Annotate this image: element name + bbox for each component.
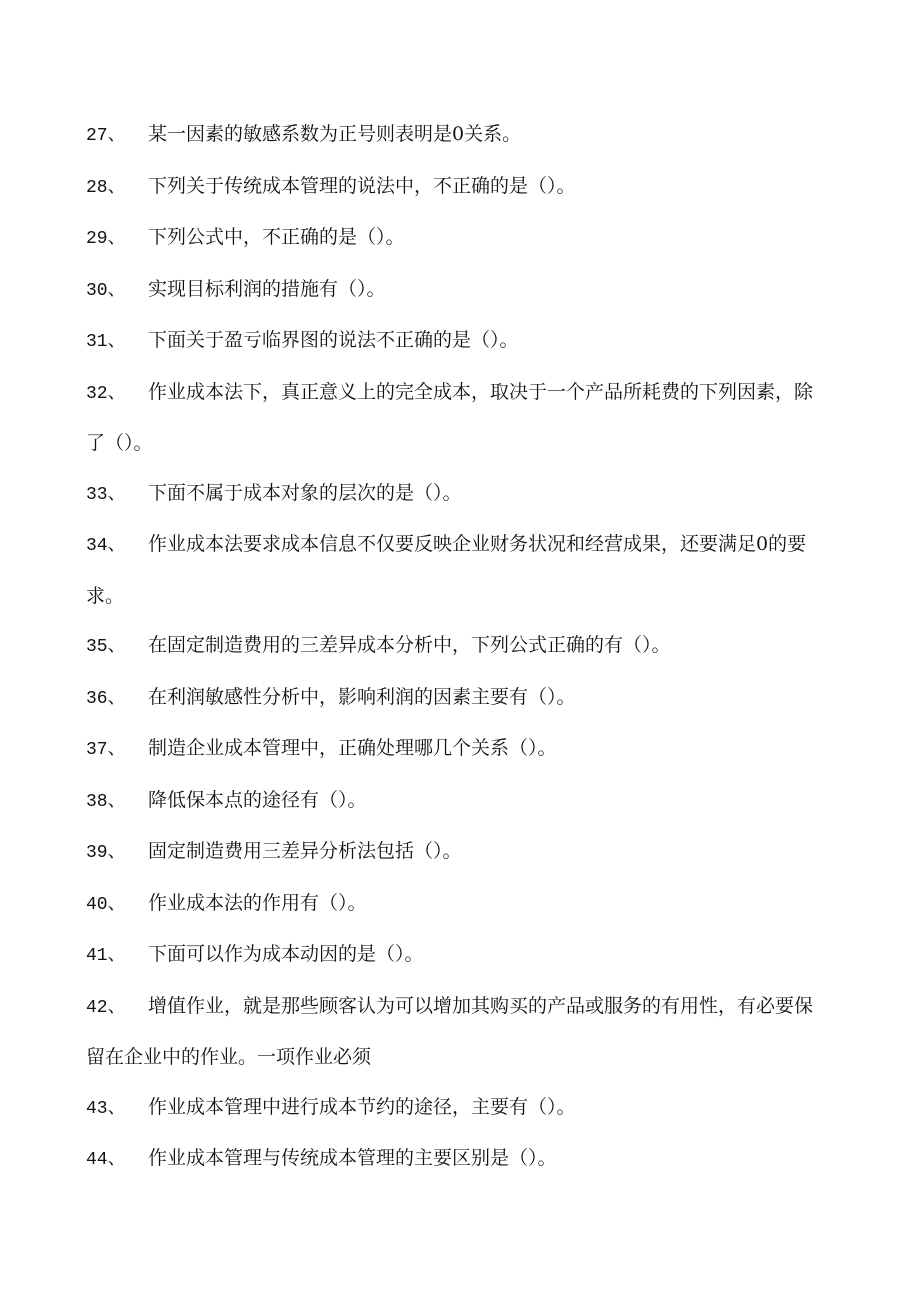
question-number: 32、 — [86, 383, 126, 404]
question-text: 降低保本点的途径有（）。 — [148, 788, 367, 811]
question-text: 下列关于传统成本管理的说法中，不正确的是（）。 — [148, 174, 576, 197]
question-number: 38、 — [86, 791, 126, 812]
question-33 — [86, 469, 826, 521]
question-text: 下面不属于成本对象的层次的是（）。 — [148, 481, 462, 504]
question-number: 43、 — [86, 1098, 126, 1119]
question-36 — [86, 673, 826, 725]
question-text: 作业成本法要求成本信息不仅要反映企业财务状况和经营成果，还要满足0的要求。 — [86, 533, 807, 607]
question-34 — [86, 520, 826, 621]
question-number: 27、 — [86, 126, 126, 146]
question-text: 作业成本法的作用有（）。 — [148, 891, 367, 914]
question-number: 42、 — [86, 997, 126, 1018]
question-number: 37、 — [86, 740, 126, 760]
question-text: 下面可以作为成本动因的是（）。 — [148, 943, 424, 965]
question-number: 44、 — [86, 1150, 126, 1170]
question-text: 在利润敏感性分析中，影响利润的因素主要有（）。 — [148, 685, 576, 708]
question-number: 39、 — [86, 843, 126, 863]
question-37 — [86, 724, 826, 776]
question-number: 28、 — [86, 177, 126, 198]
question-number: 31、 — [86, 332, 126, 352]
question-text: 作业成本管理与传统成本管理的主要区别是（）。 — [148, 1147, 557, 1169]
question-number: 33、 — [86, 484, 126, 505]
question-42 — [86, 982, 826, 1083]
question-39 — [86, 827, 826, 879]
question-text: 实现目标利润的措施有（）。 — [148, 277, 386, 300]
question-41 — [86, 930, 826, 982]
question-text: 某一因素的敏感系数为正号则表明是0关系。 — [148, 123, 522, 145]
question-38 — [86, 776, 826, 828]
question-27 — [86, 110, 826, 162]
question-text: 固定制造费用三差异分析法包括（）。 — [148, 840, 462, 862]
question-text: 下面关于盈亏临界图的说法不正确的是（）。 — [148, 329, 519, 351]
question-40 — [86, 879, 826, 931]
question-text: 制造企业成本管理中，正确处理哪几个关系（）。 — [148, 737, 557, 759]
question-text: 作业成本管理中进行成本节约的途径，主要有（）。 — [148, 1095, 576, 1118]
question-44 — [86, 1134, 826, 1186]
question-number: 40、 — [86, 894, 126, 915]
question-30 — [86, 265, 826, 317]
question-number: 41、 — [86, 946, 126, 966]
question-32 — [86, 368, 826, 469]
question-29 — [86, 213, 826, 265]
question-number: 29、 — [86, 229, 126, 249]
question-text: 下列公式中，不正确的是（）。 — [148, 226, 405, 248]
question-text: 增值作业，就是那些顾客认为可以增加其购买的产品或服务的有用性，有必要保留在企业中的作业。一项作业必须 — [86, 994, 814, 1068]
question-28 — [86, 162, 826, 214]
question-text: 作业成本法下，真正意义上的完全成本，取决于一个产品所耗费的下列因素，除了（）。 — [86, 380, 814, 454]
question-text: 在固定制造费用的三差异成本分析中，下列公式正确的有（）。 — [148, 634, 671, 656]
question-list — [86, 110, 826, 1186]
question-number: 36、 — [86, 688, 126, 709]
question-number: 35、 — [86, 637, 126, 657]
question-35 — [86, 621, 826, 673]
question-number: 30、 — [86, 280, 126, 301]
question-31 — [86, 316, 826, 368]
question-number: 34、 — [86, 536, 126, 556]
question-43 — [86, 1083, 826, 1135]
